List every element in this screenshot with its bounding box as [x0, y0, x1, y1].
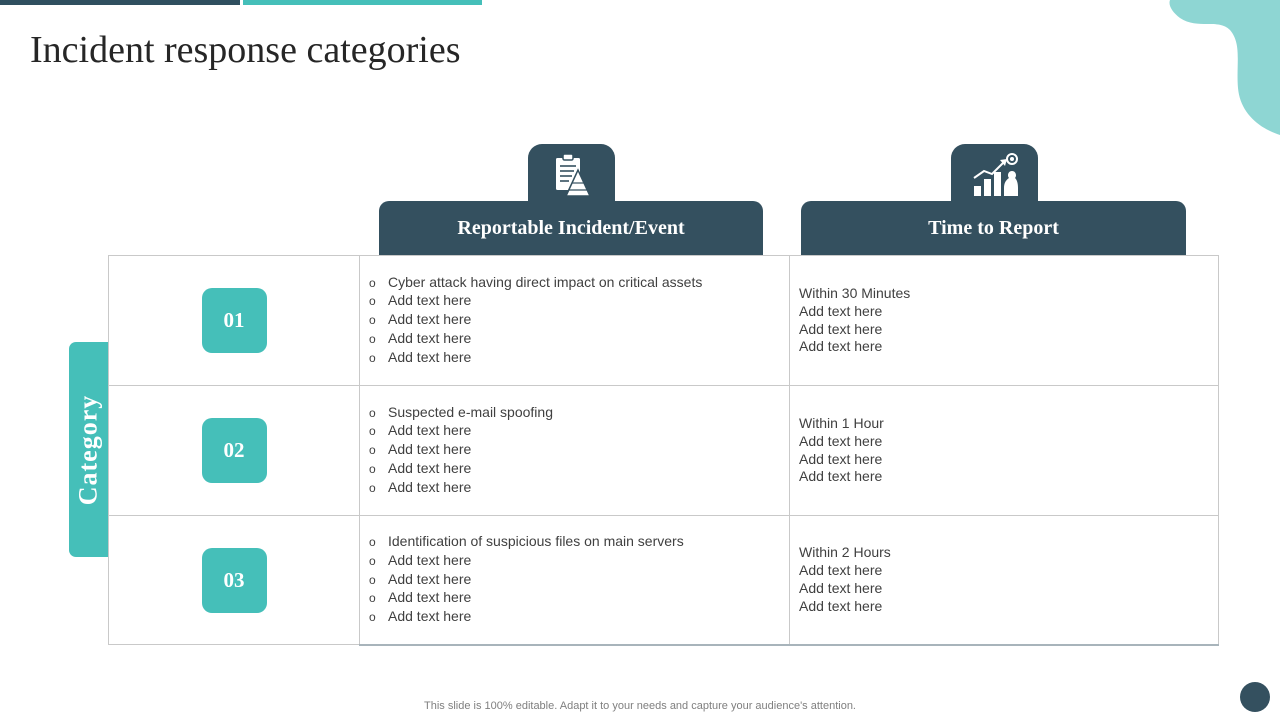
incident-list [369, 533, 684, 627]
bullet-icon: o [369, 461, 376, 476]
bullet-icon: o [369, 331, 376, 346]
row-1-number-cell [109, 256, 360, 386]
category-side-label [69, 342, 108, 557]
bullet-icon: o [369, 405, 376, 420]
row-3-incident-cell [360, 516, 790, 644]
bullet-icon: o [369, 572, 376, 587]
list-item: o Add text here [369, 479, 553, 498]
bullet-icon: o [369, 610, 376, 625]
list-item: o Add text here [369, 441, 553, 460]
footer-note: This slide is 100% editable. Adapt it to your needs and capture your audience's attention. [424, 700, 856, 712]
bullet-icon: o [369, 294, 376, 309]
list-item: o Add text here [369, 552, 684, 571]
category-number-badge: 02 [202, 418, 267, 483]
list-item: o Add text here [369, 571, 684, 590]
header-reportable-incident: Reportable Incident/Event [379, 201, 763, 255]
incident-list [369, 404, 553, 498]
list-item: o Add text here [369, 349, 702, 368]
list-item: o Add text here [369, 311, 702, 330]
bullet-icon: o [369, 350, 376, 365]
list-item: o Add text here [369, 460, 553, 479]
category-number-badge: 03 [202, 548, 267, 613]
category-number-badge: 01 [202, 288, 267, 353]
table-bottom-accent-line [359, 644, 1219, 646]
bullet-icon: o [369, 591, 376, 606]
top-accent-bar-dark [0, 0, 240, 5]
page-title: Incident response categories [30, 29, 461, 71]
time-line: Add text here [799, 338, 883, 355]
top-accent-bar-teal [243, 0, 482, 5]
row-1-incident-cell [360, 256, 790, 386]
row-2-number-cell [109, 386, 360, 516]
row-1-time-cell [790, 256, 1218, 386]
list-item: o Add text here [369, 608, 684, 627]
list-item: o Add text here [369, 589, 684, 608]
time-line: Add text here [799, 320, 883, 337]
row-2-time-cell [790, 386, 1218, 516]
bullet-icon: o [369, 424, 376, 439]
time-line: Within 30 Minutes [799, 284, 911, 301]
incident-icon-tab [528, 144, 615, 206]
list-item: o Cyber attack having direct impact on critical assets [369, 274, 702, 293]
time-line: Add text here [799, 562, 883, 579]
time-line: Within 2 Hours [799, 544, 891, 561]
list-item: o Identification of suspicious files on main servers [369, 533, 684, 552]
incident-list [369, 274, 702, 368]
row-2-incident-cell [360, 386, 790, 516]
bullet-icon: o [369, 275, 376, 290]
decorative-corner-blob [1080, 0, 1280, 140]
list-item: o Add text here [369, 422, 553, 441]
time-line: Within 1 Hour [799, 414, 884, 431]
time-line: Add text here [799, 302, 883, 319]
clipboard-pyramid-icon [550, 152, 594, 198]
header-time-to-report: Time to Report [801, 201, 1186, 255]
list-item: o Add text here [369, 292, 702, 311]
time-line: Add text here [799, 597, 883, 614]
bullet-icon: o [369, 480, 376, 495]
time-line: Add text here [799, 450, 883, 467]
list-item: o Add text here [369, 330, 702, 349]
category-label-text: Category [73, 394, 103, 505]
row-3-number-cell [109, 516, 360, 644]
time-icon-tab [951, 144, 1038, 206]
incident-categories-table [108, 255, 1219, 645]
bullet-icon: o [369, 313, 376, 328]
bar-chart-growth-icon [971, 152, 1019, 198]
bullet-icon: o [369, 553, 376, 568]
time-line: Add text here [799, 468, 883, 485]
decorative-corner-dot [1240, 682, 1270, 712]
bullet-icon: o [369, 535, 376, 549]
row-3-time-cell [790, 516, 1218, 644]
time-line: Add text here [799, 580, 883, 596]
list-item: o Suspected e-mail spoofing [369, 404, 553, 423]
time-line: Add text here [799, 432, 883, 449]
bullet-icon: o [369, 443, 376, 458]
